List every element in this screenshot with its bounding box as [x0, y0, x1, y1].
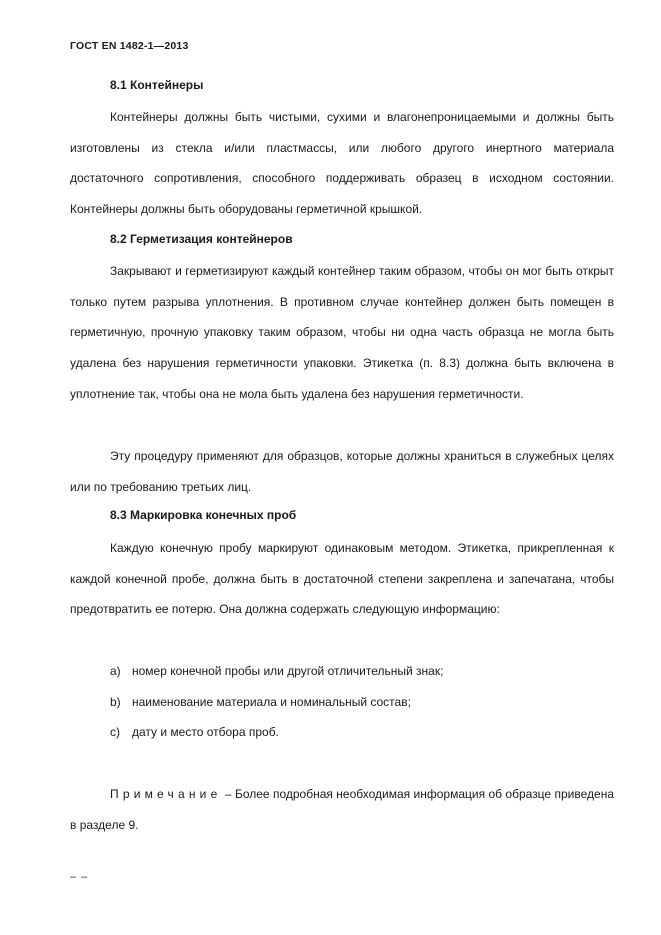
document-header: ГОСТ EN 1482-1—2013 [70, 40, 189, 52]
list-item-marker: b) [110, 694, 121, 709]
note-dash: – [221, 787, 235, 801]
section-8-1-paragraph: Контейнеры должны быть чистыми, сухими и влагонепроницаемыми и должны быть изготовлены из стекла и/или пластмассы, или любого другого инертного материала достаточного сопротивления, способного поддерживать образец в исходном состоянии. Контейнеры должны быть оборудованы герметичной крышкой. [70, 110, 614, 217]
section-heading-8-3: 8.3 Маркировка конечных проб [110, 508, 297, 522]
section-heading-8-2: 8.2 Герметизация контейнеров [110, 232, 293, 246]
list-item-text: номер конечной пробы или другой отличительный знак; [132, 664, 444, 678]
list-item-marker: a) [110, 664, 121, 678]
section-heading-8-1: 8.1 Контейнеры [110, 78, 204, 92]
list-item-text: наименование материала и номинальный состав; [132, 694, 411, 709]
list-item-marker: c) [110, 725, 120, 740]
section-8-3-paragraph: Каждую конечную пробу маркируют одинаковым методом. Этикетка, прикрепленная к каждой конечной пробе, должна быть в достаточной степени закреплена и запечатана, чтобы предотвратить ее потерю. Она должна содержать следующую информацию: [70, 541, 614, 617]
note-text: Более подробная необходимая информация об образце приведена в разделе 9. [70, 787, 614, 832]
list-item [110, 717, 443, 748]
section-8-2-paragraph-1: Закрывают и герметизируют каждый контейнер таким образом, чтобы он мог быть открыт только путем разрыва уплотнения. В противном случае контейнер должен быть помещен в герметичную, прочную упаковку таким образом, чтобы ни одна часть образца не могла быть удалена без нарушения герметичности упаковки. Этикетка (п. 8.3) должна быть включена в уплотнение так, чтобы она не мола быть удалена без нарушения герметичности. [70, 264, 614, 401]
note-block [70, 779, 614, 840]
section-8-2-paragraph-2: Эту процедуру применяют для образцов, которые должны храниться в служебных целях или по требованию третьих лиц. [70, 449, 614, 494]
page-number-mark: – – [70, 871, 89, 883]
label-info-list [110, 656, 443, 748]
list-item [110, 687, 443, 718]
note-label: Примечание [110, 787, 222, 801]
list-item [110, 656, 443, 687]
list-item-text: дату и место отбора проб. [132, 725, 279, 740]
